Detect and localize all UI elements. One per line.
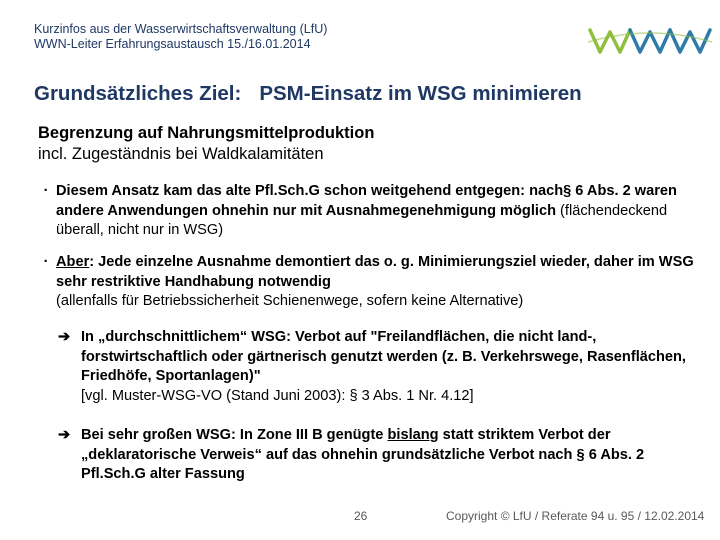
bullet-item-1 — [40, 182, 700, 241]
slide-title — [34, 82, 582, 106]
arrow-2-underlined: bislang — [387, 427, 439, 443]
arrow-1-bold: In „durchschnittlichem“ WSG: Verbot auf "Freilandflächen, die nicht land-, forstwirtschaftlich oder gärtnerisch genutzt werden (z. B. Verkehrswege, Rasenflächen, Friedhöfe, Sportanlagen)" — [81, 329, 686, 384]
bullet-2-bold: : Jede einzelne Ausnahme demontiert das o. g. Minimierungsziel wieder, daher im WSG sehr restriktive Handhabung notwendig — [56, 254, 694, 290]
intro-line-1: Begrenzung auf Nahrungsmittelproduktion — [38, 124, 375, 142]
wwv-logo-icon — [586, 20, 714, 62]
arrow-1-normal: [vgl. Muster-WSG-VO (Stand Juni 2003): § 3 Abs. 1 Nr. 4.12] — [81, 387, 474, 404]
page-number: 26 — [354, 509, 368, 523]
bullet-1-text — [56, 182, 700, 241]
bullet-2-normal: (allenfalls für Betriebssicherheit Schienenwege, sofern keine Alternative) — [56, 293, 524, 309]
header-line-1: Kurzinfos aus der Wasserwirtschaftsverwaltung (LfU) — [34, 22, 328, 36]
bullet-1-bold: Diesem Ansatz kam das alte Pfl.Sch.G schon weitgehend entgegen: nach§ 6 Abs. 2 waren andere Anwendungen ohnehin nur mit Ausnahmegenehmigung möglich — [56, 183, 677, 219]
arrow-right-icon: ➔ — [58, 427, 71, 443]
title-left: Grundsätzliches Ziel: — [34, 82, 242, 105]
bullet-2-text — [56, 253, 700, 312]
bullet-dot-icon: · — [43, 183, 49, 199]
copyright-text: Copyright © LfU / Referate 94 u. 95 / 12.02.2014 — [446, 509, 705, 523]
bullet-dot-icon: · — [43, 254, 49, 270]
arrow-item-1 — [58, 328, 708, 406]
title-right: PSM-Einsatz im WSG minimieren — [259, 82, 582, 105]
intro-line-2: incl. Zugeständnis bei Waldkalamitäten — [38, 145, 324, 163]
arrow-1-text — [81, 328, 708, 406]
arrow-right-icon: ➔ — [58, 329, 71, 345]
header-block — [34, 22, 327, 52]
intro-block — [38, 123, 374, 165]
arrow-2-bold-before: Bei sehr großen WSG: In Zone III B genügte — [81, 427, 388, 443]
bullet-1-normal: (flächendeckend überall, nicht nur in WSG) — [56, 202, 668, 238]
bullet-item-2 — [40, 253, 700, 312]
arrow-item-2 — [58, 426, 708, 485]
header-line-2: WWN-Leiter Erfahrungsaustausch 15./16.01.2014 — [34, 37, 311, 51]
arrow-2-text — [81, 426, 708, 485]
arrow-2-bold-after: statt striktem Verbot der „deklaratorische Verweis“ auf das ohnehin grundsätzliche Verbot nach § 6 Abs. 2 Pfl.Sch.G alter Fassung — [81, 427, 645, 482]
bullet-2-underlined: Aber — [56, 254, 90, 270]
